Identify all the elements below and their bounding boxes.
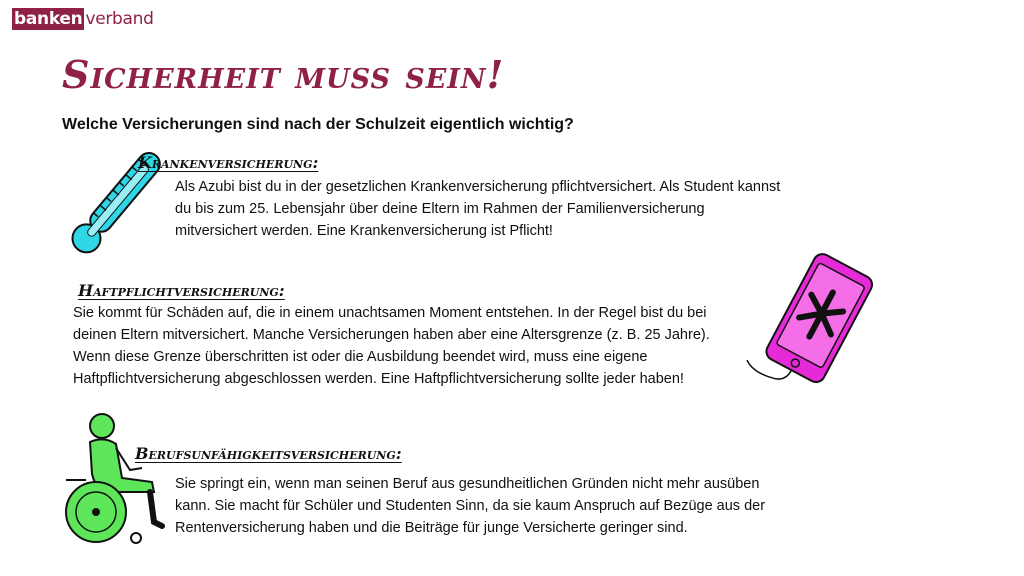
text-line: Als Azubi bist du in der gesetzlichen Krankenversicherung pflichtversichert. Als Student kannst (175, 179, 781, 195)
text-line: du bis zum 25. Lebensjahr über deine Eltern im Rahmen der Familienversicherung (175, 201, 705, 217)
text-line: Rentenversicherung haben und die Beiträge für junge Versicherte geringer sind. (175, 520, 688, 536)
text-line: deinen Eltern mitversichert. Manche Versicherungen haben aber eine Altersgrenze (z. B. 25 Jahre). (73, 327, 710, 343)
logo-part-banken: banken (14, 9, 83, 29)
text-line: Sie kommt für Schäden auf, die in einem unachtsamen Moment entstehen. In der Regel bist du bei (73, 305, 707, 321)
section-heading-berufsunfaehigkeitsversicherung: Berufsunfähigkeitsversicherung: (135, 444, 402, 463)
section-text-berufsunfaehigkeitsversicherung (175, 473, 765, 539)
logo-part-verband: verband (85, 9, 154, 29)
text-line: mitversichert werden. Eine Krankenversicherung ist Pflicht! (175, 223, 553, 239)
text-line: kann. Sie macht für Schüler und Studenten Sinn, da sie kaum Anspruch auf Bezüge aus der (175, 498, 766, 514)
text-line: Wenn diese Grenze überschritten ist oder die Ausbildung beendet wird, muss eine eigene (73, 349, 648, 365)
text-line: Haftpflichtversicherung abgeschlossen werden. Eine Haftpflichtversicherung sollte jeder haben! (73, 371, 684, 387)
section-heading-haftpflichtversicherung: Haftpflichtversicherung: (78, 281, 285, 300)
page-subtitle: Welche Versicherungen sind nach der Schulzeit eigentlich wichtig? (62, 116, 574, 133)
section-text-haftpflichtversicherung (73, 302, 710, 390)
smartphone-icon (745, 258, 890, 403)
bankenverband-logo (12, 8, 154, 30)
section-text-krankenversicherung (175, 176, 780, 242)
page-title: Sicherheit muss sein! (62, 52, 505, 97)
text-line: Sie springt ein, wenn man seinen Beruf aus gesundheitlichen Gründen nicht mehr ausüben (175, 476, 760, 492)
wheelchair-person-icon (56, 408, 166, 548)
section-heading-krankenversicherung: Krankenversicherung: (138, 153, 319, 172)
